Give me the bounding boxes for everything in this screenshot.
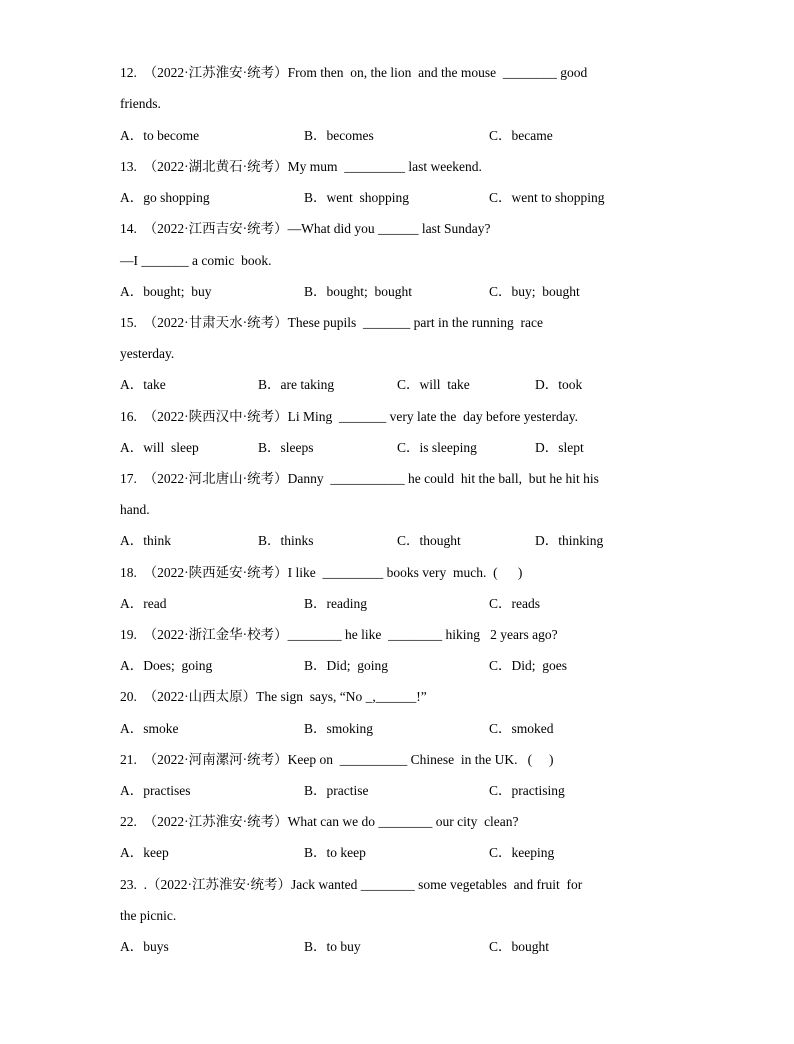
question-14-option-a: A．bought; buy	[120, 284, 212, 299]
question-18-option-b: B．reading	[304, 596, 367, 611]
question-14-stem-cont: —I _______ a comic book.	[120, 253, 272, 268]
question-15-option-c: C．will take	[397, 377, 470, 392]
question-15-stem-cont: yesterday.	[120, 346, 175, 361]
question-13-option-b: B．went shopping	[304, 190, 410, 205]
question-12-option-c: C．became	[489, 128, 553, 143]
question-16-option-b: B．sleeps	[258, 440, 314, 455]
question-12-option-a: A．to become	[120, 128, 200, 143]
question-22-option-a: A．keep	[120, 845, 169, 860]
question-17-stem: 17. （2022·河北唐山·统考）Danny ___________ he could hit the ball, but he hit his	[120, 471, 599, 486]
question-17-option-d: D．thinking	[535, 533, 604, 548]
question-12-option-b: B．becomes	[304, 128, 374, 143]
question-20-option-a: A．smoke	[120, 721, 179, 736]
question-19-option-b: B．Did; going	[304, 658, 389, 673]
question-17-option-b: B．thinks	[258, 533, 314, 548]
question-23-stem-cont: the picnic.	[120, 908, 177, 923]
question-21-option-a: A．practises	[120, 783, 191, 798]
question-19-stem: 19. （2022·浙江金华·校考）________ he like ________ hiking 2 years ago?	[120, 627, 558, 642]
question-14-option-c: C．buy; bought	[489, 284, 580, 299]
question-18-option-a: A．read	[120, 596, 167, 611]
question-20-option-b: B．smoking	[304, 721, 374, 736]
question-20-option-c: C．smoked	[489, 721, 554, 736]
question-17-option-a: A．think	[120, 533, 172, 548]
question-16-option-a: A．will sleep	[120, 440, 199, 455]
question-16-option-d: D．slept	[535, 440, 584, 455]
question-13-option-c: C．went to shopping	[489, 190, 605, 205]
question-21-stem: 21. （2022·河南漯河·统考）Keep on __________ Chinese in the UK. ( )	[120, 752, 554, 767]
question-22-stem: 22. （2022·江苏淮安·统考）What can we do ________ our city clean?	[120, 814, 519, 829]
question-16-stem: 16. （2022·陕西汉中·统考）Li Ming _______ very late the day before yesterday.	[120, 409, 579, 424]
question-23-stem: 23. .（2022·江苏淮安·统考）Jack wanted ________ some vegetables and fruit for	[120, 877, 583, 892]
question-23-option-c: C．bought	[489, 939, 550, 954]
question-14-stem: 14. （2022·江西吉安·统考）—What did you ______ last Sunday?	[120, 221, 491, 236]
question-22-option-c: C．keeping	[489, 845, 555, 860]
question-15-option-b: B．are taking	[258, 377, 335, 392]
question-21-option-b: B．practise	[304, 783, 369, 798]
question-15-stem: 15. （2022·甘肃天水·统考）These pupils _______ part in the running race	[120, 315, 543, 330]
question-17-option-c: C．thought	[397, 533, 461, 548]
question-19-option-a: A．Does; going	[120, 658, 213, 673]
question-15-option-a: A．take	[120, 377, 166, 392]
question-23-option-a: A．buys	[120, 939, 169, 954]
question-19-option-c: C．Did; goes	[489, 658, 568, 673]
question-13-option-a: A．go shopping	[120, 190, 210, 205]
question-21-option-c: C．practising	[489, 783, 565, 798]
question-16-option-c: C．is sleeping	[397, 440, 477, 455]
question-22-option-b: B．to keep	[304, 845, 366, 860]
question-18-option-c: C．reads	[489, 596, 540, 611]
question-13-stem: 13. （2022·湖北黄石·统考）My mum _________ last weekend.	[120, 159, 482, 174]
question-12-stem-cont: friends.	[120, 96, 161, 111]
question-18-stem: 18. （2022·陕西延安·统考）I like _________ books very much. ( )	[120, 565, 523, 580]
question-20-stem: 20. （2022·山西太原）The sign says, “No _,______!”	[120, 689, 427, 704]
question-15-option-d: D．took	[535, 377, 583, 392]
question-23-option-b: B．to buy	[304, 939, 361, 954]
question-14-option-b: B．bought; bought	[304, 284, 413, 299]
question-17-stem-cont: hand.	[120, 502, 150, 517]
question-12-stem: 12. （2022·江苏淮安·统考）From then on, the lion and the mouse ________ good	[120, 65, 588, 80]
